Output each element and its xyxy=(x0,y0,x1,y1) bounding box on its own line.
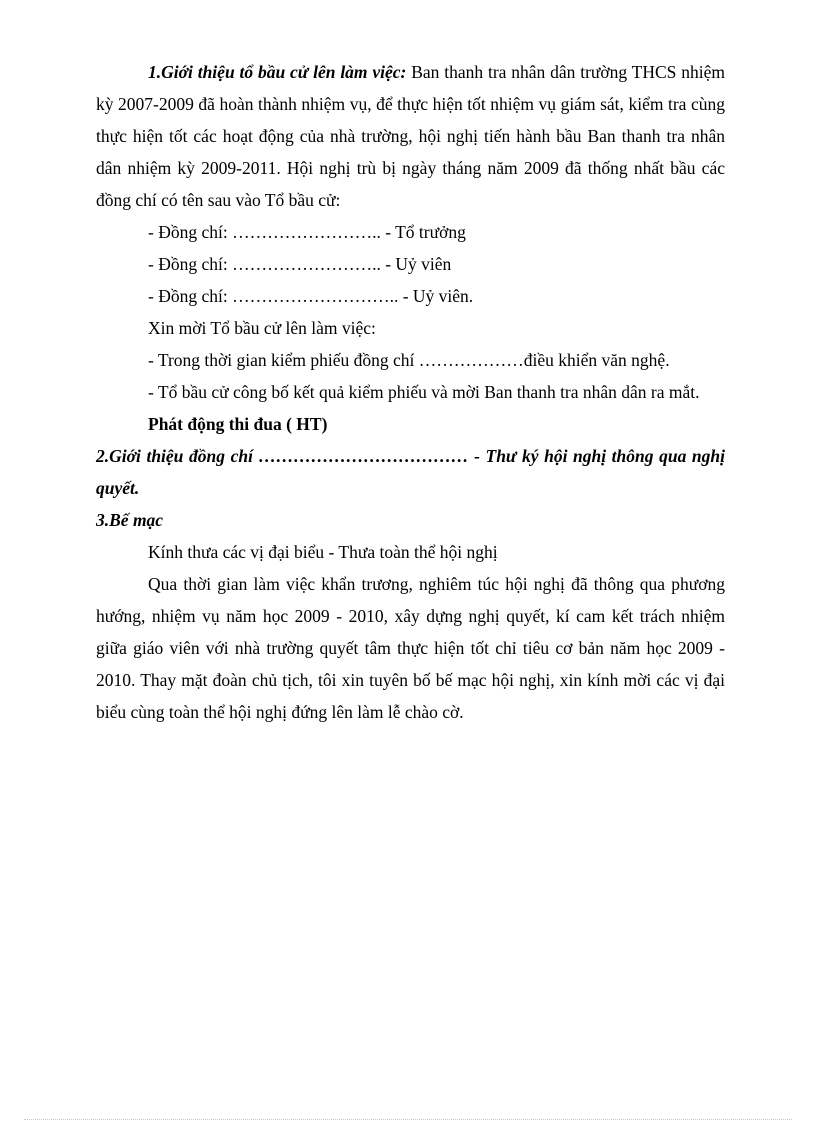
section1-paragraph xyxy=(96,56,725,216)
closing-paragraph: Qua thời gian làm việc khẩn trương, nghiêm túc hội nghị đã thông qua phương hướng, nhiệm vụ năm học 2009 - 2010, xây dựng nghị quyết, kí cam kết trách nhiệm giữa giáo viên với nhà trường quyết tâm thực hiện tốt chỉ tiêu cơ bản năm học 2009 - 2010. Thay mặt đoàn chủ tịch, tôi xin tuyên bố bế mạc hội nghị, xin kính mời các vị đại biểu cùng toàn thể hội nghị đứng lên làm lễ chào cờ. xyxy=(96,574,725,722)
member-line: - Đồng chí: …………………….. - Uỷ viên xyxy=(148,254,452,274)
note-line: - Trong thời gian kiểm phiếu đồng chí ………………điều khiển văn nghệ. xyxy=(148,350,670,370)
section1-text: Ban thanh tra nhân dân trường THCS nhiệm kỳ 2007-2009 đã hoàn thành nhiệm vụ, để thực hiện tốt nhiệm vụ giám sát, kiểm tra cùng thực hiện tốt các hoạt động của nhà trường, hội nghị tiến hành bầu Ban thanh tra nhân dân nhiệm kỳ 2009-2011. Hội nghị trù bị ngày tháng năm 2009 đã thống nhất bầu các đồng chí có tên sau vào Tổ bầu cử: xyxy=(96,62,725,210)
greeting-line: Kính thưa các vị đại biểu - Thưa toàn thể hội nghị xyxy=(148,542,498,562)
member-line: - Đồng chí: ……………………….. - Uỷ viên. xyxy=(148,286,474,306)
section1-heading: 1.Giới thiệu tổ bầu cử lên làm việc: xyxy=(148,62,407,82)
member-line: - Đồng chí: …………………….. - Tổ trưởng xyxy=(148,222,466,242)
invite-line: Xin mời Tổ bầu cử lên làm việc: xyxy=(148,318,376,338)
note-line: - Tổ bầu cử công bố kết quả kiểm phiếu và mời Ban thanh tra nhân dân ra mắt. xyxy=(148,382,700,402)
page-bottom-rule xyxy=(24,1119,792,1120)
document-page xyxy=(96,56,725,728)
section2-heading: 2.Giới thiệu đồng chí ……………………………… - Thư ký hội nghị thông qua nghị quyết. xyxy=(96,446,725,498)
emulation-heading: Phát động thi đua ( HT) xyxy=(148,414,328,434)
section3-heading: 3.Bế mạc xyxy=(96,510,164,530)
